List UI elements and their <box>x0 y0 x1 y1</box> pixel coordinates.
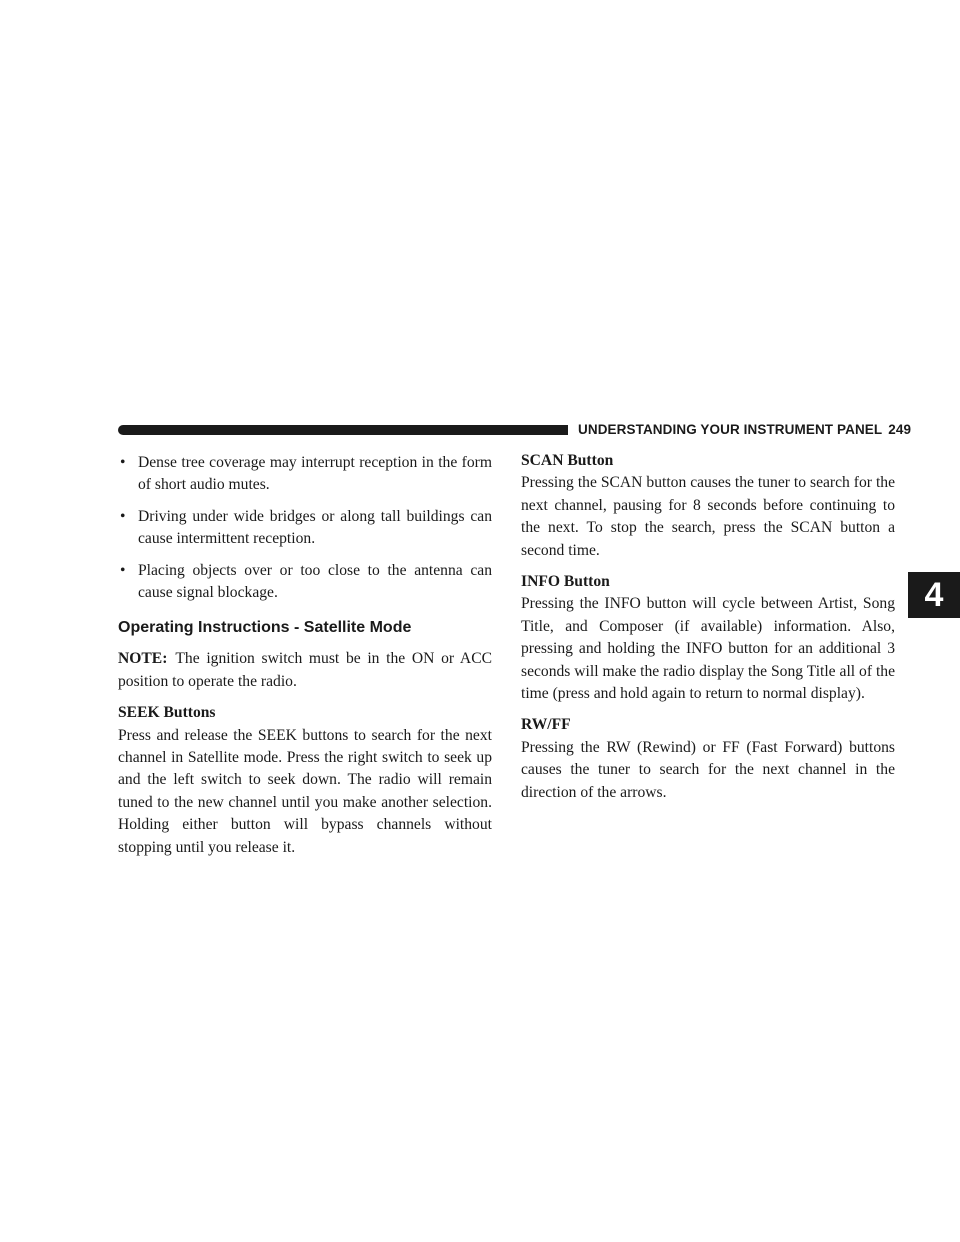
rwff-heading: RW/FF <box>521 716 571 734</box>
list-item: • Driving under wide bridges or along tall buildings can cause intermittent reception. <box>120 507 492 548</box>
reception-bullet-list <box>118 452 492 604</box>
note-paragraph <box>118 648 492 693</box>
right-column <box>521 452 895 813</box>
note-text: The ignition switch must be in the ON or ACC position to operate the radio. <box>118 650 492 690</box>
chapter-tab: 4 <box>908 572 960 618</box>
bullet-icon: • <box>120 507 126 525</box>
note-label: NOTE: <box>118 650 168 668</box>
left-column <box>118 452 492 868</box>
list-item: • Placing objects over or too close to the antenna can cause signal blockage. <box>120 561 492 602</box>
bullet-icon: • <box>120 561 126 579</box>
scan-paragraph: Pressing the SCAN button causes the tuner to search for the next channel, pausing for 8 seconds before continuing to the next. To stop the search, press the SCAN button a second time. <box>521 474 895 559</box>
info-paragraph: Pressing the INFO button will cycle between Artist, Song Title, and Composer (if available) information. Also, pressing and holding the INFO button for an additional 3 seconds will make the radio display the Song Title all of the time (press and hold again to return to normal display). <box>521 595 895 703</box>
header-rule <box>118 425 568 435</box>
info-heading: INFO Button <box>521 573 610 591</box>
running-header <box>578 422 911 437</box>
seek-heading: SEEK Buttons <box>118 704 216 722</box>
scan-heading: SCAN Button <box>521 452 614 469</box>
header-title: UNDERSTANDING YOUR INSTRUMENT PANEL <box>578 422 883 437</box>
rwff-paragraph: Pressing the RW (Rewind) or FF (Fast Forward) buttons causes the tuner to search for the next channel in the direction of the arrows. <box>521 738 895 801</box>
page-number: 249 <box>888 422 912 437</box>
bullet-icon: • <box>120 454 126 471</box>
section-title: Operating Instructions - Satellite Mode <box>118 619 412 637</box>
list-item: • Dense tree coverage may interrupt reception in the form of short audio mutes. <box>120 454 492 494</box>
seek-paragraph: Press and release the SEEK buttons to search for the next channel in Satellite mode. Press the right switch to seek up and the left switch to seek down. The radio will remain tuned to the new channel until you make another selection. Holding either button will bypass channels without stopping until you release it. <box>118 726 492 856</box>
